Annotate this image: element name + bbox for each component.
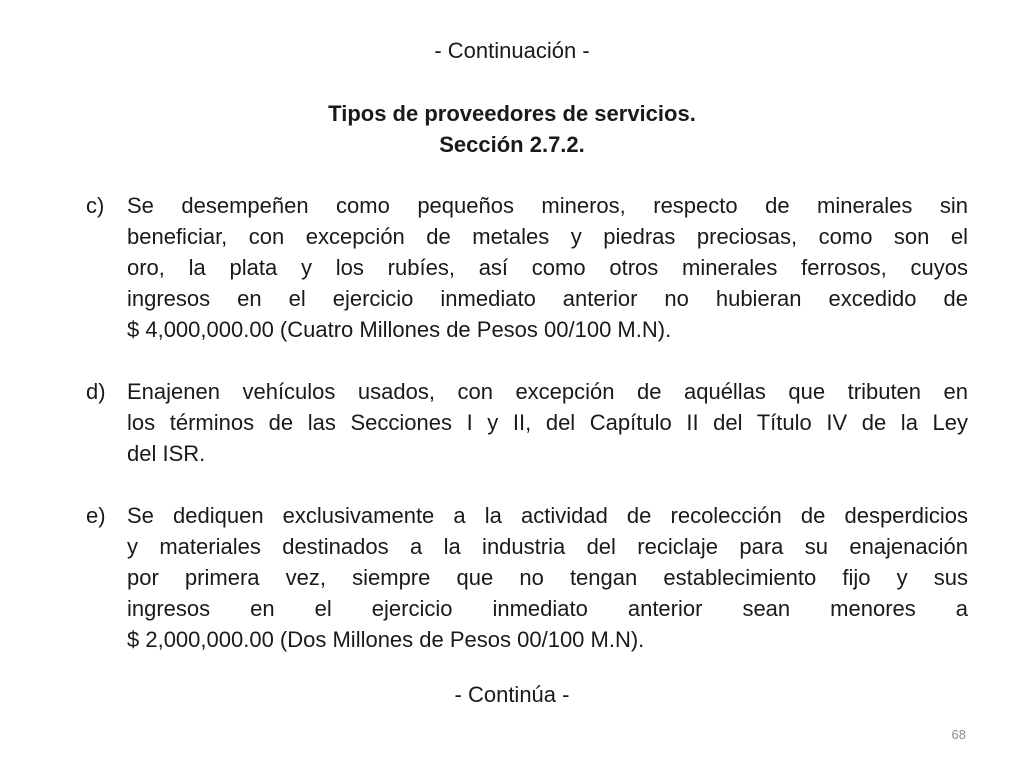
title-line-2: Sección 2.7.2. <box>439 132 585 157</box>
item-letter: d) <box>86 379 106 404</box>
item-line: Se dediquen exclusivamente a la actividad de recolección de desperdicios <box>127 503 968 528</box>
page-number: 68 <box>951 727 966 742</box>
item-line: y materiales destinados a la industria del reciclaje para su enajenación <box>127 534 968 559</box>
item-line: $ 4,000,000.00 (Cuatro Millones de Pesos 00/100 M.N). <box>127 317 672 342</box>
list-item-d <box>86 376 968 469</box>
item-line: ingresos en el ejercicio inmediato anterior sean menores a <box>127 596 968 621</box>
item-line: por primera vez, siempre que no tengan establecimiento fijo y sus <box>127 565 968 590</box>
item-line: $ 2,000,000.00 (Dos Millones de Pesos 00/100 M.N). <box>127 627 645 652</box>
item-line: del ISR. <box>127 441 206 466</box>
item-list <box>86 190 968 686</box>
item-line: los términos de las Secciones I y II, del Capítulo II del Título IV de la Ley <box>127 410 968 435</box>
item-line: oro, la plata y los rubíes, así como otros minerales ferrosos, cuyos <box>127 255 968 280</box>
item-letter: e) <box>86 503 106 528</box>
list-item-c <box>86 190 968 345</box>
item-line: Se desempeñen como pequeños mineros, respecto de minerales sin <box>127 193 968 218</box>
item-line: beneficiar, con excepción de metales y piedras preciosas, como son el <box>127 224 968 249</box>
slide-title <box>0 98 1024 160</box>
title-line-1: Tipos de proveedores de servicios. <box>328 101 696 126</box>
continuation-label: - Continuación - <box>434 38 590 63</box>
continues-label: - Continúa - <box>454 682 570 707</box>
item-letter: c) <box>86 193 105 218</box>
item-line: ingresos en el ejercicio inmediato anterior no hubieran excedido de <box>127 286 968 311</box>
item-line: Enajenen vehículos usados, con excepción de aquéllas que tributen en <box>127 379 968 404</box>
list-item-e <box>86 500 968 655</box>
